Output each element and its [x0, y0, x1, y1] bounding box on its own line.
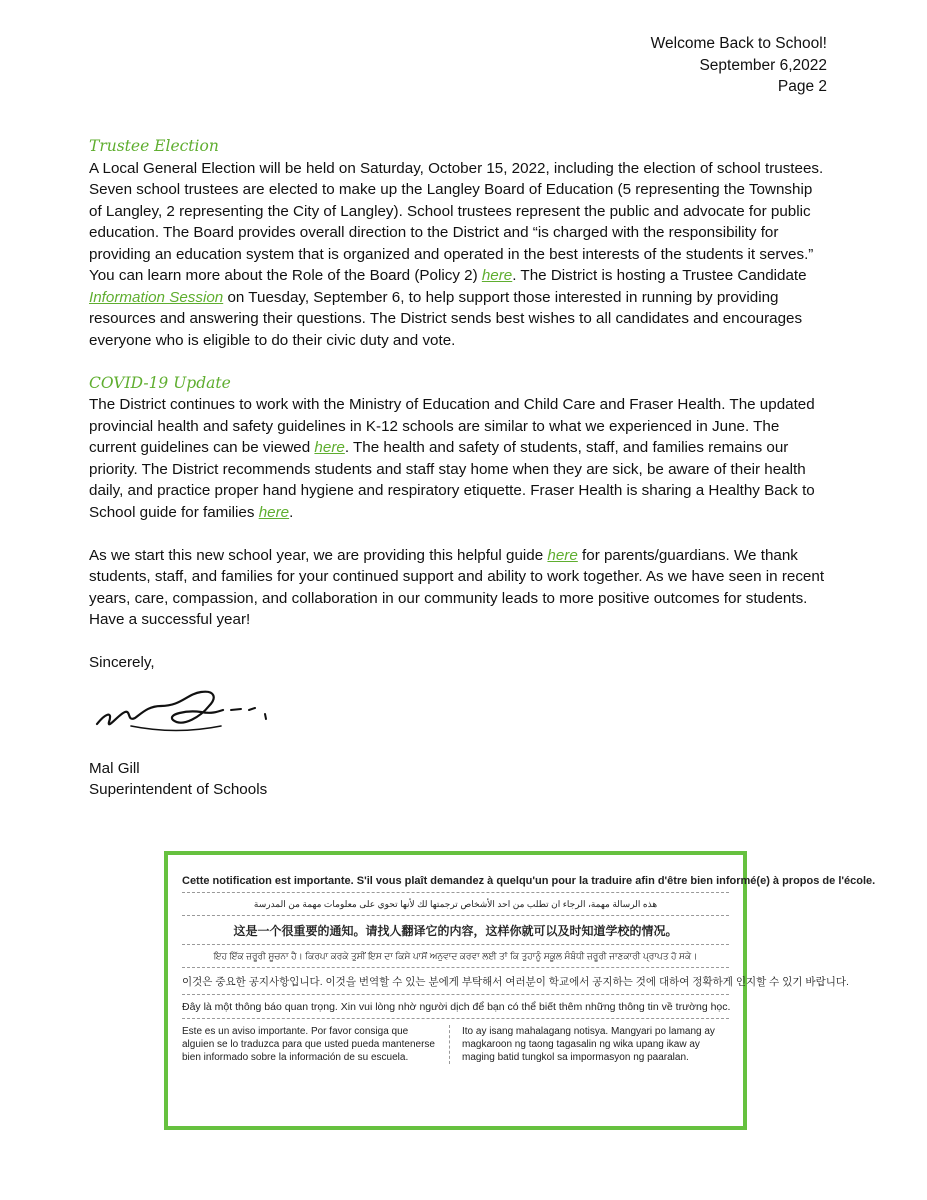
trustee-text-3: on Tuesday, September 6, to help support those interested in running by providing resources and answering their questions. The District sends best wishes to all candidates and encourages everyone who is eligible to do their civic duty and vote.	[89, 288, 803, 349]
header-date: September 6,2022	[699, 56, 827, 74]
guidelines-link[interactable]: here	[314, 439, 345, 456]
notice-vietnamese: Đây là một thông báo quan trọng. Xin vui lòng nhờ người dịch để bạn có thể biết thêm những thông tin về trường học.	[182, 995, 729, 1019]
spacer	[89, 351, 829, 373]
parent-guide-link[interactable]: here	[547, 546, 578, 564]
covid-update-paragraph	[89, 394, 829, 523]
closing-text-1: As we start this new school year, we are providing this helpful guide	[89, 546, 548, 564]
board-role-link[interactable]: here	[481, 267, 513, 284]
closing-text-2: for parents/guardians. We thank students, staff, and families for your continued support and ability to work together. As we have seen in recent years, care, compassion, and collaboration in our community leads to more positive outcomes for students. Have a successful year!	[89, 546, 825, 628]
healthy-back-to-school-link[interactable]: here	[258, 503, 290, 521]
trustee-election-paragraph	[89, 158, 829, 352]
covid-text-2: . The health and safety of students, staff, and families remains our priority. The District recommends students and staff stay home when they are sick, be aware of their health daily, and practice proper hand hygiene and respiratory etiquette. Fraser Health is sharing a Healthy Back to School guide for families	[89, 439, 815, 521]
trustee-text-2: . The District is hosting a Trustee Candidate	[512, 267, 807, 284]
letter-body	[89, 136, 829, 801]
covid-text-3: .	[289, 503, 294, 521]
notice-chinese: 这是一个很重要的通知。请找人翻译它的内容，这样你就可以及时知道学校的情况。	[182, 916, 729, 945]
covid-update-heading: COVID-19 Update	[89, 373, 231, 392]
signature-image	[91, 676, 271, 756]
spacer	[89, 523, 829, 545]
closing-paragraph	[89, 545, 829, 631]
translation-notice-box	[164, 851, 876, 1130]
header-page-number: Page 2	[777, 78, 827, 95]
notice-tagalog: Ito ay isang mahalagang notisya. Mangyari po lamang ay magkaroon ng taong tagasalin ng wika upang ikaw ay maging batid tungkol sa impormasyon ng paaralan.	[449, 1025, 729, 1064]
notice-arabic: هذه الرسالة مهمة، الرجاء ان تطلب من احد الأشخاص ترجمتها لك لأنها تحوي على معلومات مهمة من المدرسة	[182, 893, 729, 916]
trustee-text-1: A Local General Election will be held on Saturday, October 15, 2022, including the election of school trustees. Seven school trustees are elected to make up the Langley Board of Education (5 representing the Township of Langley, 2 representing the City of Langley). School trustees represent the public and advocate for public education. The Board provides overall direction to the District and “is charged with the responsibility for providing an education system that is organized and operated in the best interests of the students it serves.” You can learn more about the Role of the Board (Policy 2)	[89, 159, 824, 284]
notice-french: Cette notification est importante. S'il vous plaît demandez à quelqu'un pour la traduire afin d'être bien informé(e) à propos de l'école.	[182, 855, 729, 893]
notice-spanish: Este es un aviso importante. Por favor consiga que alguien se lo traduzca para que usted pueda mantenerse bien informado sobre la información de su escuela.	[182, 1026, 435, 1063]
signer-title: Superintendent of Schools	[89, 781, 268, 798]
covid-text-1: The District continues to work with the Ministry of Education and Child Care and Fraser Health. The updated provincial health and safety guidelines in K-12 schools are similar to what we experienced in June. The current guidelines can be viewed	[89, 396, 815, 456]
notice-punjabi: ਇਹ ਇੱਕ ਜ਼ਰੂਰੀ ਸੂਚਨਾ ਹੈ। ਕਿਰਪਾ ਕਰਕੇ ਤੁਸੀਂ ਇਸ ਦਾ ਕਿਸੇ ਪਾਸੋਂ ਅਨੁਵਾਦ ਕਰਵਾ ਲਈ ਤਾਂ ਕਿ ਤੁਹਾਨੂੰ ਸਕੂਲ ਸੰਬੰਧੀ ਜ਼ਰੂਰੀ ਜਾਣਕਾਰੀ ਪ੍ਰਾਪਤ ਹੋ ਸਕੇ।	[182, 945, 729, 968]
notice-columns	[182, 1025, 729, 1064]
notice-korean: 이것은 중요한 공지사항입니다. 이것을 번역할 수 있는 분에게 부탁해서 여러분이 학교에서 공지하는 것에 대하여 정확하게 인지할 수 있기 바랍니다.	[182, 968, 729, 995]
spacer	[89, 631, 829, 653]
trustee-election-heading: Trustee Election	[89, 137, 219, 155]
header-title: Welcome Back to School!	[650, 35, 827, 52]
signer-name: Mal Gill	[89, 759, 140, 777]
information-session-link[interactable]: Information Session	[89, 288, 224, 306]
salutation: Sincerely,	[89, 654, 155, 671]
page-header	[651, 33, 827, 98]
